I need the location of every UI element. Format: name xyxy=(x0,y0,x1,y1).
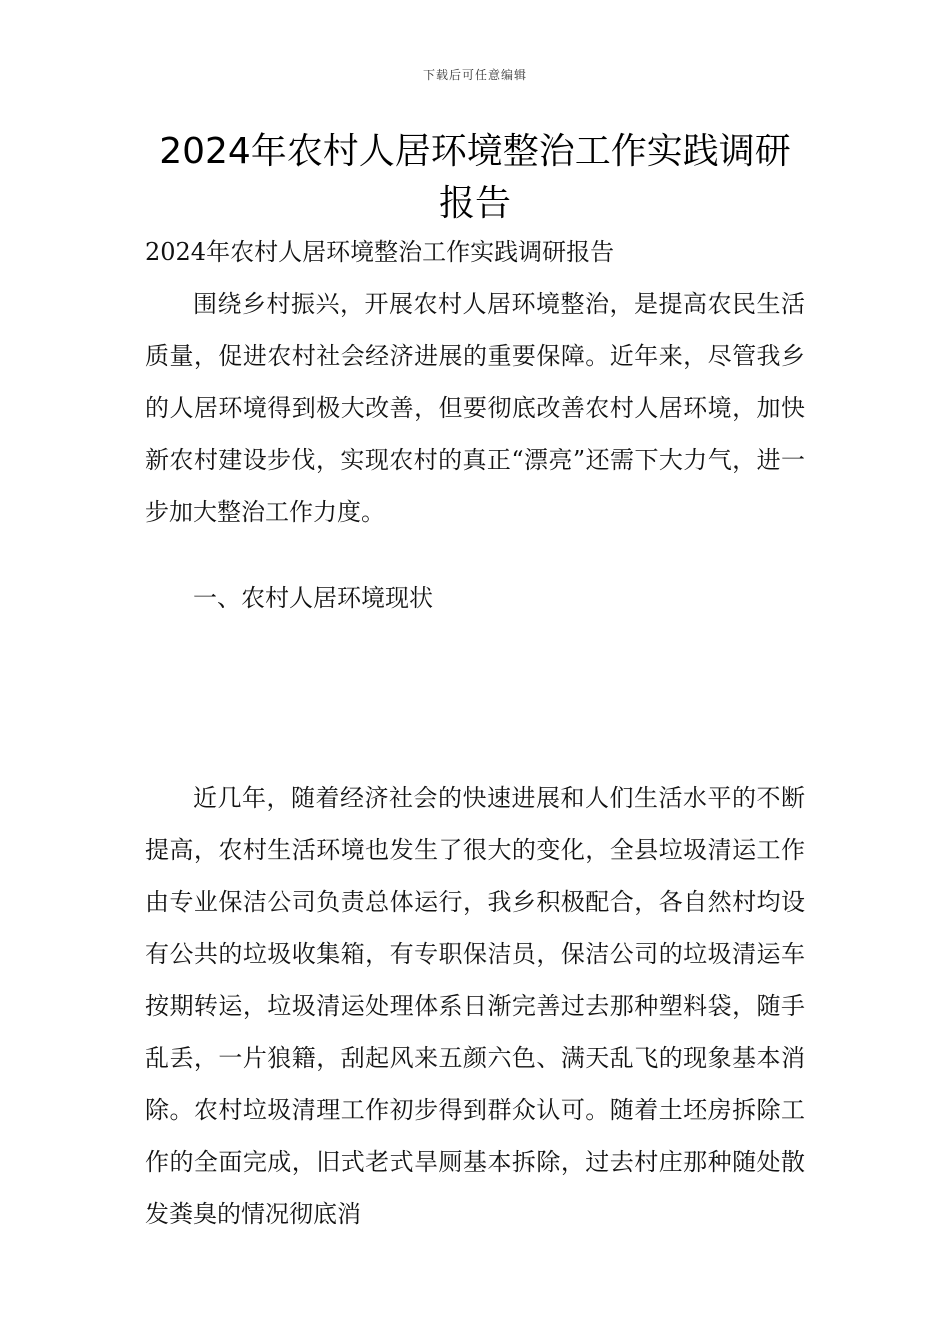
section-heading: 一、农村人居环境现状 xyxy=(193,584,433,612)
document-title: 2024年农村人居环境整治工作实践调研报告 xyxy=(159,131,791,224)
document-subtitle: 2024年农村人居环境整治工作实践调研报告 xyxy=(145,238,615,266)
paragraph-intro: 围绕乡村振兴，开展农村人居环境整治，是提高农民生活质量，促进农村社会经济进展的重要保障。近年来，尽管我乡的人居环境得到极大改善，但要彻底改善农村人居环境，加快新农村建设步伐，实现农村的真正“漂亮”还需下大力气，进一步加大整治工作力度。 xyxy=(145,290,805,526)
paragraph-status: 近几年，随着经济社会的快速进展和人们生活水平的不断提高，农村生活环境也发生了很大的变化，全县垃圾清运工作由专业保洁公司负责总体运行，我乡积极配合，各自然村均设有公共的垃圾收集箱，有专职保洁员，保洁公司的垃圾清运车按期转运，垃圾清运处理体系日渐完善过去那种塑料袋，随手乱丢，一片狼籍，刮起风来五颜六色、满天乱飞的现象基本消除。农村垃圾清理工作初步得到群众认可。随着土坯房拆除工作的全面完成，旧式老式旱厕基本拆除，过去村庄那种随处散发粪臭的情况彻底消 xyxy=(145,784,805,1228)
header-note: 下载后可任意编辑 xyxy=(422,68,527,82)
